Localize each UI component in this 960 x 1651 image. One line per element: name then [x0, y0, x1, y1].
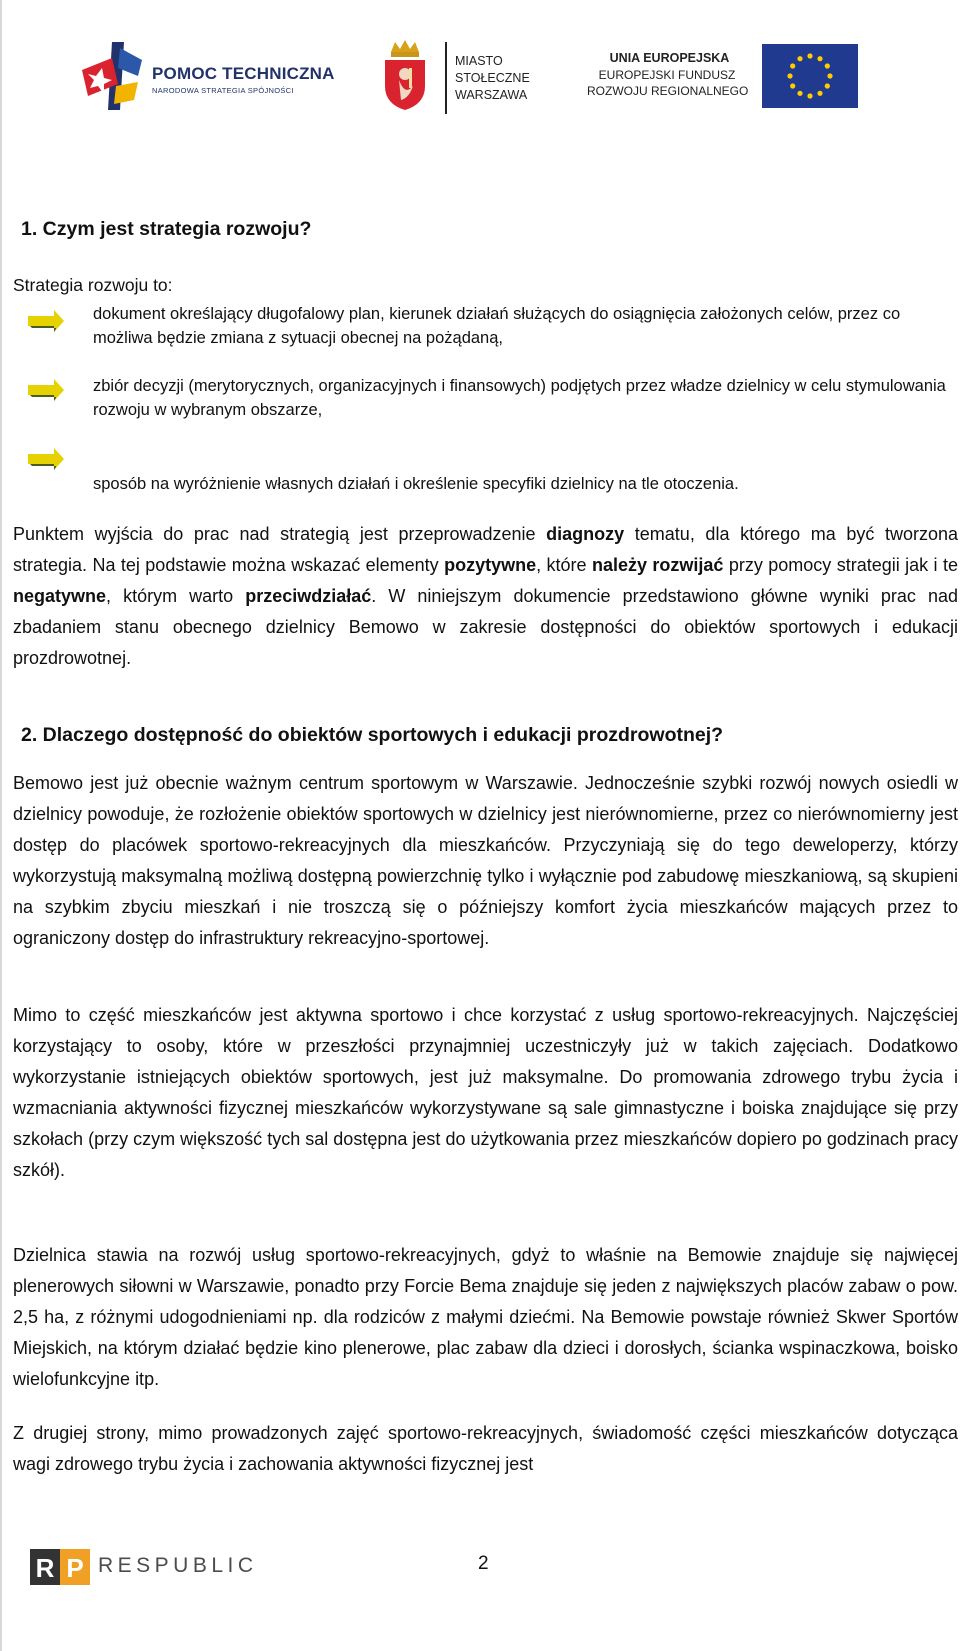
- logo-divider: [445, 42, 447, 114]
- bold-przeciwdzialac: przeciwdziałać: [245, 586, 372, 606]
- respublic-brand: RESPUBLIC: [98, 1554, 258, 1577]
- warsaw-coat-of-arms-icon: [383, 40, 427, 110]
- svg-text:P: P: [66, 1553, 84, 1583]
- arrow-bullet-icon: [26, 446, 66, 472]
- bullet-item: zbiór decyzji (merytorycznych, organizacyjnych i finansowych) podjętych przez władze dzielnicy w celu stymulowania rozwoju w wybranym obszarze,: [93, 377, 946, 419]
- section2-heading: 2. Dlaczego dostępność do obiektów sportowych i edukacji prozdrowotnej?: [21, 724, 724, 746]
- section1-heading: 1. Czym jest strategia rozwoju?: [21, 218, 312, 240]
- respublic-logo: [30, 1547, 258, 1587]
- section2-paragraph-4: Z drugiej strony, mimo prowadzonych zajęć sportowo-rekreacyjnych, świadomość części mieszkańców dotycząca wagi zdrowego trybu życia i zachowania aktywności fizycznej jest: [13, 1423, 958, 1474]
- arrow-bullet-icon: [26, 308, 66, 334]
- pomoc-techniczna-title: POMOC TECHNICZNA: [152, 64, 335, 83]
- bold-negatywne: negatywne: [13, 586, 107, 606]
- pomoc-techniczna-logo: [82, 40, 335, 112]
- bullet-item: dokument określający długofalowy plan, kierunek działań służących do osiągnięcia założonych celów, przez co możliwa będzie zmiana z sytuacji obecnej na pożądaną,: [93, 305, 901, 347]
- pomoc-techniczna-subtitle: NARODOWA STRATEGIA SPÓJNOŚCI: [152, 86, 294, 95]
- pomoc-techniczna-emblem-icon: [82, 40, 146, 112]
- section2-paragraph-1: Bemowo jest już obecnie ważnym centrum sportowym w Warszawie. Jednocześnie szybki rozwój nowych osiedli w dzielnicy powoduje, że rozłożenie obiektów sportowych w dzielnicy jest nierównomierne, przez co nierównomierny jest dostęp do placówek sportowo-rekreacyjnych dla mieszkańców. Przyczyniają się do tego deweloperzy, którzy wykorzystują maksymalną możliwą dostępną powierzchnię tylko i wyłącznie pod zabudowę mieszkaniową, są skupieni na szybkim zbyciu mieszkań i nie troszczą się o późniejszy komfort życia mieszkańców mających przez to ograniczony dostęp do infrastruktury rekreacyjno-sportowej.: [13, 773, 958, 948]
- bold-diagnozy: diagnozy: [546, 524, 625, 544]
- rp-monogram-icon: [30, 1547, 92, 1587]
- ue-line2: EUROPEJSKI FUNDUSZ: [598, 68, 736, 82]
- bold-pozytywne: pozytywne: [444, 555, 537, 575]
- section1-paragraph: [13, 519, 958, 674]
- miasto-warszawa-logo: [383, 38, 533, 118]
- bold-nalezy-rozwijac: należy rozwijać: [591, 555, 724, 575]
- page-edge: [0, 0, 2, 1651]
- text-run: tematu, dla którego ma być tworzona strategia. Na tej podstawie można wskazać elementy: [13, 524, 958, 575]
- unia-europejska-logo: [582, 40, 862, 115]
- text-run: , które: [536, 555, 592, 575]
- page-number: 2: [478, 1553, 489, 1574]
- arrow-bullet-icon: [26, 377, 66, 403]
- text-run: Punktem wyjścia do prac nad strategią jest przeprowadzenie: [13, 524, 547, 544]
- eu-flag-icon: [762, 44, 858, 108]
- miasto-warszawa-text: MIASTO STOŁECZNE WARSZAWA: [455, 54, 530, 102]
- section2-paragraph-3: Dzielnica stawia na rozwój usług sportowo-rekreacyjnych, gdyż to właśnie na Bemowie znajduje się najwięcej plenerowych siłowni w Warszawie, ponadto przy Forcie Bema znajduje się jeden z największych placów zabaw o pow. 2,5 ha, z różnymi udogodnieniami np. dla rodziców z małymi dziećmi. Na Bemowie powstaje również Skwer Sportów Miejskich, na którym działać będzie kino plenerowe, plac zabaw dla dzieci i dorosłych, ścianka wspinaczkowa, boisko wielofunkcyjne itp.: [13, 1245, 958, 1389]
- svg-text:R: R: [35, 1553, 55, 1583]
- text-run: przy pomocy strategii jak i te: [723, 555, 958, 575]
- ue-line1: UNIA EUROPEJSKA: [609, 51, 730, 65]
- bullet-item: sposób na wyróżnienie własnych działań i określenie specyfiki dzielnicy na tle otoczenia.: [93, 475, 739, 493]
- text-run: . W niniejszym dokumencie przedstawiono główne wyniki prac nad zbadaniem stanu obecnego dzielnicy Bemowo w zakresie dostępności do obiektów sportowych i edukacji prozdrowotnej.: [13, 586, 958, 668]
- section1-lead: Strategia rozwoju to:: [13, 275, 173, 295]
- text-run: , którym warto: [106, 586, 246, 606]
- ue-line3: ROZWOJU REGIONALNEGO: [587, 84, 749, 98]
- section2-paragraph-2: Mimo to część mieszkańców jest aktywna sportowo i chce korzystać z usług sportowo-rekreacyjnych. Najczęściej korzystający to osoby, które w przeszłości przynajmniej uczestniczyły już w takich zajęciach. Dodatkowo wykorzystanie istniejących obiektów sportowych, jest już maksymalne. Do promowania zdrowego trybu życia i wzmacniania aktywności fizycznej mieszkańców wykorzystywane są sale gimnastyczne i boiska znajdujące się przy szkołach (przy czym większość tych sal dostępna jest do użytkowania przez mieszkańców dopiero po godzinach pracy szkół).: [13, 1005, 958, 1180]
